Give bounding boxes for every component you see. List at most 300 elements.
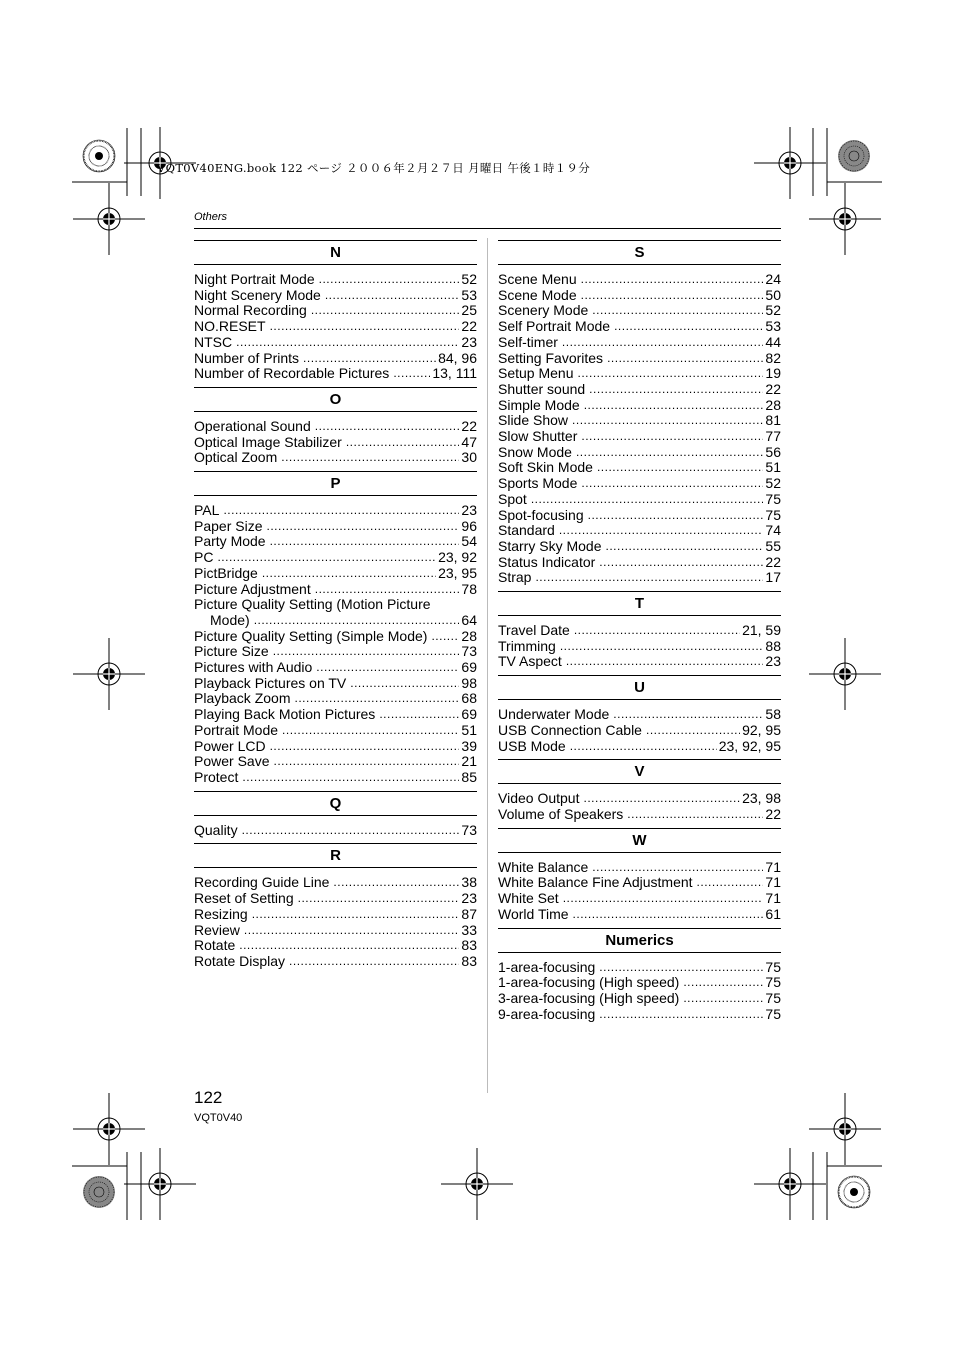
index-entry [498, 382, 781, 398]
dot-leader [578, 366, 764, 382]
index-term: Spot-focusing [498, 506, 584, 523]
index-entry [498, 891, 781, 907]
dot-leader [607, 351, 763, 367]
index-entry [194, 582, 477, 598]
page-reference: 30 [461, 449, 477, 466]
index-term: Number of Prints [194, 349, 300, 366]
page-reference: 23, 95 [438, 564, 477, 581]
index-term: Night Portrait Mode [194, 271, 315, 287]
dot-leader [589, 382, 763, 398]
page-reference: 23 [765, 653, 781, 670]
dot-leader [266, 519, 459, 535]
index-term: Scene Mode [498, 286, 577, 303]
index-term: Scenery Mode [498, 302, 589, 319]
index-entry [498, 445, 781, 461]
dot-leader [242, 770, 459, 786]
page-reference: 87 [461, 905, 477, 922]
page-reference: 71 [765, 890, 781, 907]
index-term: PictBridge [194, 564, 258, 581]
page-reference: 52 [461, 271, 477, 287]
page-reference: 44 [765, 333, 781, 350]
section-letter-heading: V [498, 759, 781, 784]
dot-leader [574, 623, 740, 639]
section-letter-heading: Numerics [498, 928, 781, 953]
page-reference: 39 [461, 737, 477, 754]
index-term: White Set [498, 890, 559, 907]
index-entry [194, 503, 477, 519]
index-term: PAL [194, 502, 220, 519]
index-entry [194, 550, 477, 566]
dot-leader [572, 413, 763, 429]
dot-leader [592, 303, 763, 319]
index-term: Reset of Setting [194, 890, 294, 907]
index-term: Scene Menu [498, 271, 577, 287]
column-divider [487, 238, 488, 1093]
index-section [498, 759, 781, 822]
section-label: Others [194, 211, 228, 223]
index-entry [498, 875, 781, 891]
index-entry [194, 519, 477, 535]
dot-leader [282, 723, 459, 739]
index-term: USB Connection Cable [498, 721, 642, 738]
index-entry [498, 539, 781, 555]
index-term: USB Mode [498, 737, 566, 754]
index-term: Portrait Mode [194, 721, 279, 738]
index-term: Picture Quality Setting (Simple Mode) [194, 627, 428, 644]
index-section [194, 387, 477, 466]
index-term: Snow Mode [498, 443, 572, 460]
page-reference: 19 [765, 365, 781, 382]
index-term: Setting Favorites [498, 349, 604, 366]
index-column-right [498, 240, 781, 1027]
index-term: Strap [498, 569, 532, 586]
dot-leader [270, 739, 460, 755]
index-entry [194, 319, 477, 335]
index-term: 1-area-focusing [498, 958, 596, 975]
page-reference: 75 [765, 958, 781, 975]
dot-leader [592, 860, 763, 876]
page-number: 122 [194, 1088, 223, 1107]
dot-leader [583, 791, 740, 807]
index-term: White Balance [498, 858, 589, 875]
index-term: Power LCD [194, 737, 266, 754]
index-term: Protect [194, 768, 239, 785]
index-entry [194, 366, 477, 382]
index-term: Spot [498, 490, 527, 507]
index-term: Underwater Mode [498, 706, 610, 723]
index-term: Self Portrait Mode [498, 318, 611, 335]
page-reference: 33 [461, 921, 477, 938]
dot-leader [273, 754, 459, 770]
index-entry [194, 351, 477, 367]
index-term: Simple Mode [498, 396, 580, 413]
index-entry [498, 460, 781, 476]
page-reference: 17 [765, 569, 781, 586]
page-reference: 98 [461, 674, 477, 691]
index-entry [498, 351, 781, 367]
index-column-left [194, 240, 477, 975]
index-entry [498, 288, 781, 304]
index-term: 9-area-focusing [498, 1005, 596, 1022]
index-term: Standard [498, 522, 555, 539]
page-reference: 50 [765, 286, 781, 303]
page-reference: 85 [461, 768, 477, 785]
index-term: Normal Recording [194, 302, 307, 319]
dot-leader [244, 923, 460, 939]
index-entry [194, 739, 477, 755]
dot-leader [599, 555, 763, 571]
page-reference: 83 [461, 937, 477, 954]
dot-leader [535, 570, 763, 586]
page-reference: 64 [461, 611, 477, 628]
doc-code: VQT0V40 [194, 1112, 243, 1124]
page-reference: 52 [765, 475, 781, 492]
page-reference: 74 [765, 522, 781, 539]
dot-leader [646, 723, 740, 739]
dot-leader [588, 508, 764, 524]
dot-leader [605, 539, 763, 555]
index-entry [498, 555, 781, 571]
dot-leader [581, 288, 764, 304]
dot-leader [239, 938, 459, 954]
dot-leader [316, 660, 459, 676]
index-section [194, 240, 477, 382]
page-reference: 77 [765, 428, 781, 445]
index-term: Rotate [194, 937, 236, 954]
page-reference: 22 [765, 380, 781, 397]
index-term: Paper Size [194, 517, 263, 534]
page-reference: 53 [765, 318, 781, 335]
section-letter-heading: O [194, 387, 477, 412]
index-term: Number of Recordable Pictures [194, 365, 390, 382]
index-term: NTSC [194, 333, 233, 350]
index-term: Pictures with Audio [194, 659, 313, 676]
page-reference: 55 [765, 537, 781, 554]
page-reference: 23 [461, 333, 477, 350]
index-entry [498, 570, 781, 586]
page-reference: 82 [765, 349, 781, 366]
index-entry [498, 907, 781, 923]
section-letter-heading: P [194, 471, 477, 496]
index-term: Slide Show [498, 412, 569, 429]
page-reference: 23, 98 [742, 790, 781, 807]
index-entry [498, 791, 781, 807]
dot-leader [281, 450, 459, 466]
index-term: Setup Menu [498, 365, 574, 382]
index-entry [498, 1007, 781, 1023]
index-term: Picture Adjustment [194, 580, 311, 597]
index-section [194, 843, 477, 969]
index-term: TV Aspect [498, 653, 562, 670]
index-entry [194, 303, 477, 319]
dot-leader [581, 272, 764, 288]
index-term: Night Scenery Mode [194, 286, 321, 303]
dot-leader [393, 366, 430, 382]
page-reference: 22 [765, 553, 781, 570]
index-entry [498, 303, 781, 319]
page-reference: 38 [461, 874, 477, 891]
dot-leader [573, 907, 764, 923]
page-reference: 52 [765, 302, 781, 319]
index-entry [498, 476, 781, 492]
dot-leader [315, 582, 460, 598]
index-entry [194, 954, 477, 970]
index-term: Slow Shutter [498, 428, 578, 445]
dot-leader [289, 954, 459, 970]
dot-leader [333, 875, 459, 891]
page-reference: 28 [461, 627, 477, 644]
index-entry [498, 523, 781, 539]
dot-leader [254, 613, 460, 629]
page-reference: 58 [765, 706, 781, 723]
index-term: Trimming [498, 637, 556, 654]
index-term: Resizing [194, 905, 248, 922]
index-term: White Balance Fine Adjustment [498, 874, 693, 891]
index-entry [498, 860, 781, 876]
index-entry [194, 597, 477, 613]
index-term: Travel Date [498, 622, 570, 639]
index-entry [194, 272, 477, 288]
index-entry [194, 435, 477, 451]
index-entry [194, 754, 477, 770]
index-entry [498, 429, 781, 445]
page-reference: 92, 95 [742, 721, 781, 738]
index-term: Playback Pictures on TV [194, 674, 347, 691]
index-entry [194, 450, 477, 466]
page-reference: 81 [765, 412, 781, 429]
dot-leader [584, 398, 764, 414]
index-entry [194, 534, 477, 550]
dot-leader [223, 503, 459, 519]
section-letter-heading: N [194, 240, 477, 265]
page-reference: 28 [765, 396, 781, 413]
dot-leader [273, 644, 460, 660]
index-entry [498, 975, 781, 991]
index-term: Video Output [498, 790, 580, 807]
index-term: Playback Zoom [194, 690, 291, 707]
dot-leader [576, 445, 763, 461]
dot-leader [599, 1007, 763, 1023]
index-term: Shutter sound [498, 380, 586, 397]
index-term: Playing Back Motion Pictures [194, 706, 376, 723]
index-entry [194, 335, 477, 351]
dot-leader [379, 707, 459, 723]
page-reference: 68 [461, 690, 477, 707]
page-reference: 84, 96 [438, 349, 477, 366]
dot-leader [270, 534, 460, 550]
index-term: World Time [498, 905, 569, 922]
index-term: Power Save [194, 753, 270, 770]
page-reference: 23, 92 [438, 549, 477, 566]
index-entry [194, 907, 477, 923]
section-letter-heading: Q [194, 791, 477, 816]
index-term: Volume of Speakers [498, 805, 624, 822]
section-letter-heading: T [498, 591, 781, 616]
page-reference: 75 [765, 1005, 781, 1022]
dot-leader [627, 807, 763, 823]
index-entry [194, 288, 477, 304]
index-entry [498, 272, 781, 288]
dot-leader [242, 823, 460, 839]
index-entry [194, 770, 477, 786]
page-reference: 56 [765, 443, 781, 460]
index-entry [498, 991, 781, 1007]
print-header: VQT0V40ENG.book 122 ページ ２００６年２月２７日 月曜日 午後１時１９分 [157, 161, 591, 175]
index-term: Starry Sky Mode [498, 537, 602, 554]
dot-leader [562, 335, 764, 351]
page-reference: 53 [461, 286, 477, 303]
section-letter-heading: U [498, 675, 781, 700]
dot-leader [581, 476, 763, 492]
dot-leader [346, 435, 460, 451]
dot-leader [298, 891, 460, 907]
index-entry [498, 639, 781, 655]
index-term: Review [194, 921, 240, 938]
index-entry [498, 413, 781, 429]
dot-leader [252, 907, 460, 923]
index-term: Picture Quality Setting (Motion Picture [194, 596, 431, 613]
dot-leader [294, 691, 459, 707]
index-term: Quality [194, 821, 238, 838]
index-term: Party Mode [194, 533, 266, 550]
index-entry [194, 923, 477, 939]
page-reference: 71 [765, 858, 781, 875]
page-reference: 75 [765, 974, 781, 991]
index-term: Recording Guide Line [194, 874, 330, 891]
page-reference: 23, 92, 95 [718, 737, 781, 754]
dot-leader [613, 707, 763, 723]
index-term: PC [194, 549, 214, 566]
index-entry [498, 723, 781, 739]
dot-leader [315, 419, 460, 435]
index-entry [498, 366, 781, 382]
index-section [194, 471, 477, 786]
index-term: Picture Size [194, 643, 269, 660]
dot-leader [581, 429, 763, 445]
index-entry [194, 566, 477, 582]
index-section [498, 591, 781, 670]
dot-leader [325, 288, 460, 304]
dot-leader [431, 629, 459, 645]
index-section [498, 828, 781, 923]
index-term: Optical Zoom [194, 449, 278, 466]
dot-leader [217, 550, 436, 566]
dot-leader [683, 991, 763, 1007]
page-reference: 83 [461, 952, 477, 969]
index-term: 3-area-focusing (High speed) [498, 989, 680, 1006]
index-entry [194, 613, 477, 629]
dot-leader [599, 960, 763, 976]
page-reference: 73 [461, 821, 477, 838]
index-term: Status Indicator [498, 553, 596, 570]
index-term: 1-area-focusing (High speed) [498, 974, 680, 991]
dot-leader [270, 319, 460, 335]
index-entry [194, 823, 477, 839]
page-reference: 54 [461, 533, 477, 550]
section-letter-heading: W [498, 828, 781, 853]
page-reference: 78 [461, 580, 477, 597]
dot-leader [683, 975, 763, 991]
index-entry [194, 419, 477, 435]
page-reference: 25 [461, 302, 477, 319]
page-reference: 51 [461, 721, 477, 738]
dot-leader [236, 335, 459, 351]
page-reference: 21, 59 [742, 622, 781, 639]
index-entry [498, 492, 781, 508]
page-reference: 21 [461, 753, 477, 770]
index-term: Operational Sound [194, 417, 311, 434]
dot-leader [262, 566, 436, 582]
index-term: Mode) [210, 611, 250, 628]
page-reference: 69 [461, 659, 477, 676]
dot-leader [563, 891, 764, 907]
top-rule [194, 228, 781, 229]
page-reference: 69 [461, 706, 477, 723]
page-reference: 13, 111 [432, 365, 477, 382]
index-entry [498, 739, 781, 755]
index-section [498, 240, 781, 586]
dot-leader [311, 303, 460, 319]
index-term: Rotate Display [194, 952, 286, 969]
index-entry [194, 938, 477, 954]
index-entry [498, 623, 781, 639]
dot-leader [566, 654, 764, 670]
dot-leader [560, 639, 764, 655]
page-reference: 75 [765, 989, 781, 1006]
index-entry [194, 723, 477, 739]
page-reference: 24 [765, 271, 781, 287]
index-term: Soft Skin Mode [498, 459, 593, 476]
index-entry [194, 644, 477, 660]
index-section [498, 675, 781, 754]
page-reference: 75 [765, 490, 781, 507]
dot-leader [570, 739, 717, 755]
section-letter-heading: S [498, 240, 781, 265]
index-entry [498, 807, 781, 823]
index-entry [194, 629, 477, 645]
index-entry [194, 891, 477, 907]
section-letter-heading: R [194, 843, 477, 868]
index-term: Self-timer [498, 333, 558, 350]
page-reference: 23 [461, 890, 477, 907]
page-reference: 71 [765, 874, 781, 891]
index-entry [194, 707, 477, 723]
index-section [498, 928, 781, 1023]
index-term: Sports Mode [498, 475, 578, 492]
dot-leader [350, 676, 459, 692]
page-reference: 23 [461, 502, 477, 519]
page-reference: 75 [765, 506, 781, 523]
dot-leader [319, 272, 460, 288]
page-reference: 22 [461, 417, 477, 434]
dot-leader [697, 875, 764, 891]
index-entry [194, 875, 477, 891]
index-entry [498, 707, 781, 723]
page-reference: 73 [461, 643, 477, 660]
index-entry [498, 335, 781, 351]
index-entry [498, 960, 781, 976]
page-reference: 96 [461, 517, 477, 534]
index-entry [194, 676, 477, 692]
dot-leader [303, 351, 436, 367]
index-section [194, 791, 477, 839]
index-entry [194, 691, 477, 707]
dot-leader [597, 460, 763, 476]
page-reference: 61 [765, 905, 781, 922]
page-reference: 22 [461, 318, 477, 335]
index-entry [498, 508, 781, 524]
dot-leader [614, 319, 763, 335]
